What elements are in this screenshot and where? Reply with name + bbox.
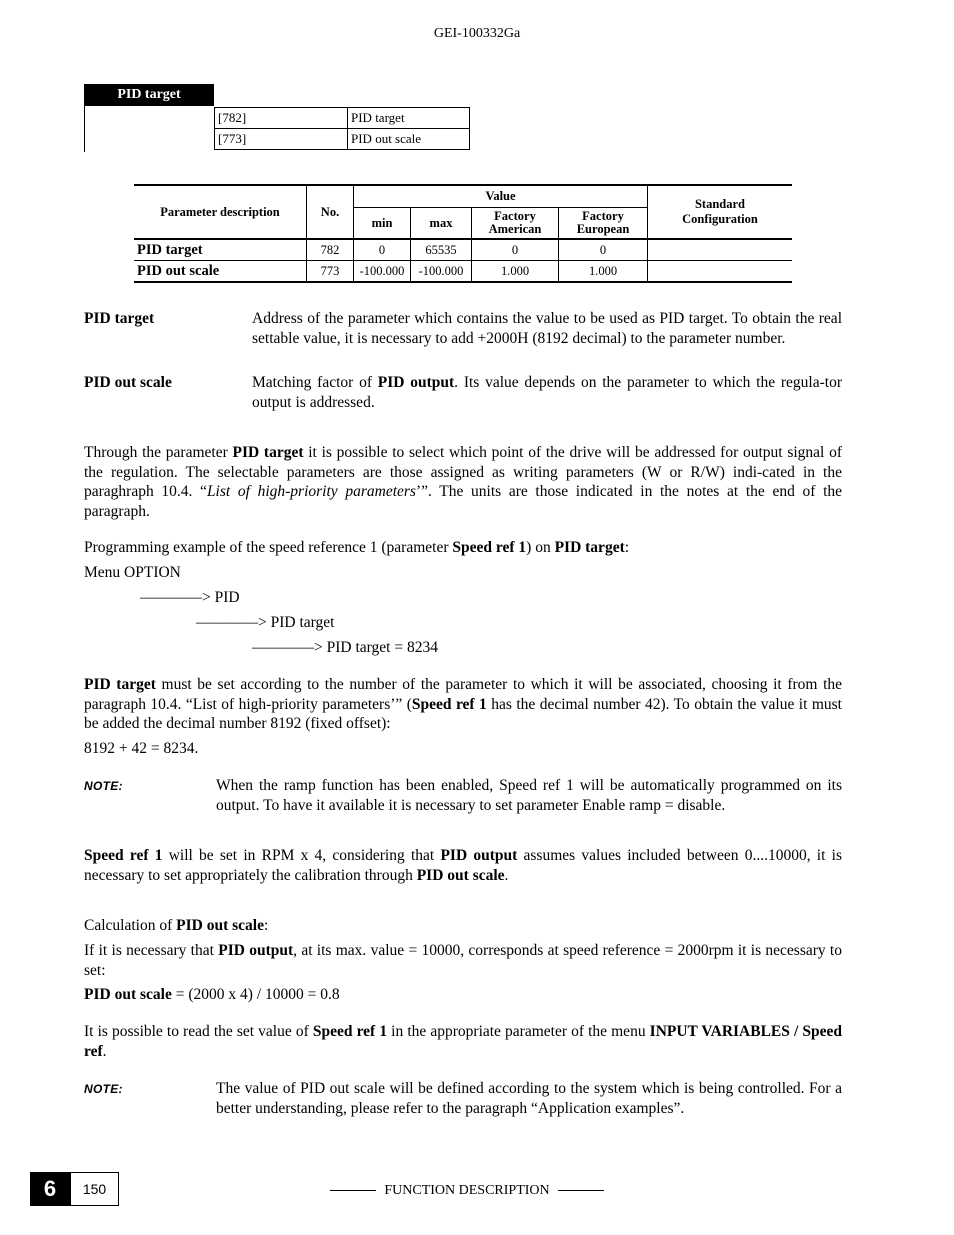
header-max: max bbox=[411, 208, 472, 240]
note-label: NOTE: bbox=[84, 1082, 123, 1096]
pid-box-row bbox=[215, 129, 470, 150]
paragraph-pid-target-setting bbox=[84, 675, 842, 734]
row-min: -100.000 bbox=[354, 261, 411, 283]
header-standard: Standard bbox=[694, 197, 746, 211]
note-label: NOTE: bbox=[84, 779, 123, 793]
text-run: , at its max. value = 10000, corresponds at speed reference = 2000rpm it is necessary to set: bbox=[84, 942, 842, 979]
row-description: PID out scale bbox=[134, 261, 307, 283]
text-run: : bbox=[624, 539, 630, 556]
row-factory-american: 1.000 bbox=[472, 261, 559, 283]
paragraph-pid-target-intro bbox=[84, 443, 842, 521]
text-run-bold: INPUT VARIABLES / Speed ref bbox=[84, 1023, 843, 1060]
text-run: assumes values included between 0....10000, it is necessary to set appropriately the calibration through bbox=[84, 847, 842, 884]
row-no: 773 bbox=[307, 261, 354, 283]
chapter-tab: 6 bbox=[30, 1172, 70, 1206]
definition-description: Address of the parameter which contains the value to be used as PID target. To obtain the real settable value, it is necessary to add +2000H (8192 decimal) to the parameter number. bbox=[252, 310, 842, 347]
row-max: -100.000 bbox=[411, 261, 472, 283]
row-factory-european: 0 bbox=[559, 239, 648, 261]
text-run: . Its value depends on the parameter to which the regula-tor output is addressed. bbox=[252, 374, 842, 411]
row-configuration bbox=[648, 239, 793, 261]
text-run-bold: PID output bbox=[440, 847, 518, 864]
text-run: ) on bbox=[526, 539, 555, 556]
paragraph-speed-ref bbox=[84, 846, 842, 885]
menu-path-level-3: ————> PID target = 8234 bbox=[252, 639, 438, 656]
header-standard-configuration bbox=[648, 185, 793, 239]
calculation-offset: 8192 + 42 = 8234. bbox=[84, 740, 199, 757]
footer-rule bbox=[558, 1190, 604, 1191]
definition-term: PID out scale bbox=[84, 374, 172, 391]
row-description: PID target bbox=[134, 239, 307, 261]
text-run: Matching factor of bbox=[252, 374, 378, 391]
text-run: ’”. The units are those indicated in the notes at the end of the paragraph. bbox=[84, 483, 843, 520]
text-run: Programming example of the speed reference 1 (parameter bbox=[84, 539, 453, 556]
param-code: [773] bbox=[215, 129, 348, 150]
text-run: will be set in RPM x 4, considering that bbox=[162, 847, 441, 864]
row-max: 65535 bbox=[411, 239, 472, 261]
text-run-bold: PID target bbox=[232, 444, 304, 461]
text-run: It is possible to read the set value of bbox=[84, 1023, 313, 1040]
parameter-table bbox=[134, 184, 792, 283]
header-factory-european: Factory European bbox=[559, 208, 648, 240]
text-run: . bbox=[504, 866, 509, 884]
text-run-bold: Speed ref 1 bbox=[312, 1023, 388, 1040]
text-run-bold: PID output bbox=[218, 942, 294, 959]
row-no: 782 bbox=[307, 239, 354, 261]
text-run: Calculation of bbox=[84, 917, 177, 934]
header-configuration: Configuration bbox=[682, 212, 758, 226]
text-run: in the appropriate parameter of the menu bbox=[387, 1023, 650, 1040]
header-min: min bbox=[354, 208, 411, 240]
pid-box-row bbox=[215, 108, 470, 129]
note-text: When the ramp function has been enabled, Speed ref 1 will be automatically programmed on its output. To have it available it is necessary to set parameter Enable ramp = disable. bbox=[216, 777, 842, 814]
header-description: Parameter description bbox=[134, 185, 307, 239]
text-run: = (2000 x 4) / 10000 = 0.8 bbox=[171, 986, 340, 1003]
pid-box-table bbox=[214, 107, 470, 150]
text-run-bold: PID target bbox=[554, 539, 625, 556]
row-factory-american: 0 bbox=[472, 239, 559, 261]
text-run-bold: Speed ref 1 bbox=[84, 847, 163, 864]
paragraph-read-value bbox=[84, 1022, 842, 1061]
table-row bbox=[134, 239, 792, 261]
document-code: GEI-100332Ga bbox=[433, 26, 521, 41]
footer-section bbox=[320, 1183, 614, 1199]
header-value: Value bbox=[354, 185, 648, 208]
text-run: must be set according to the number of the parameter to which it will be associated, choosing it from the paragraph 10.4. “List of high-priority parameters’” ( bbox=[84, 676, 843, 713]
pid-box-rule bbox=[84, 106, 85, 152]
text-run-bold: PID output bbox=[377, 374, 455, 391]
header-factory-american: Factory American bbox=[472, 208, 559, 240]
paragraph-programming-example bbox=[84, 538, 842, 558]
definition-term: PID target bbox=[84, 310, 155, 327]
note-text: The value of PID out scale will be defined according to the system which is being controlled. For a better understanding, please refer to the paragraph “Application examples”. bbox=[216, 1080, 842, 1117]
text-run-bold: PID out scale bbox=[84, 986, 172, 1003]
text-run: has the decimal number 42). To obtain the value it must be added the decimal number 8192 (fixed offset): bbox=[84, 695, 842, 732]
footer-rule bbox=[330, 1190, 376, 1191]
footer-section-title: FUNCTION DESCRIPTION bbox=[384, 1183, 550, 1198]
text-run-bold: PID out scale bbox=[416, 866, 505, 884]
pid-box-title: PID target bbox=[84, 84, 214, 106]
paragraph-calculation-condition bbox=[84, 941, 842, 980]
table-row bbox=[134, 261, 792, 283]
text-run-bold: Speed ref 1 bbox=[452, 539, 527, 556]
calculation-formula bbox=[84, 985, 842, 1005]
text-run-italic: List of high-priority parameters bbox=[206, 483, 416, 500]
menu-path-level-2: ————> PID target bbox=[196, 614, 335, 631]
text-run: : bbox=[263, 917, 269, 934]
menu-title: Menu OPTION bbox=[84, 564, 181, 581]
text-run: . bbox=[102, 1042, 107, 1060]
definition-description bbox=[252, 373, 842, 412]
text-run-bold: PID target bbox=[84, 676, 156, 693]
text-run-bold: Speed ref 1 bbox=[411, 695, 487, 713]
page-number: 150 bbox=[70, 1172, 119, 1206]
row-configuration bbox=[648, 261, 793, 283]
param-code: [782] bbox=[215, 108, 348, 129]
param-name: PID out scale bbox=[348, 129, 470, 150]
paragraph-calculation-heading bbox=[84, 916, 842, 936]
text-run-bold: PID out scale bbox=[176, 917, 264, 934]
text-run: If it is necessary that bbox=[84, 942, 219, 959]
row-factory-european: 1.000 bbox=[559, 261, 648, 283]
text-run: Through the parameter bbox=[84, 444, 233, 461]
menu-path-level-1: ————> PID bbox=[140, 589, 240, 606]
text-run: it is possible to select which point of the drive will be addressed for output signal of the regulation. The selectable parameters are those assigned as writing parameters (W or R/W) indi-cated in the paraghraph 10.4. “ bbox=[84, 444, 842, 500]
param-name: PID target bbox=[348, 108, 470, 129]
header-no: No. bbox=[307, 185, 354, 239]
row-min: 0 bbox=[354, 239, 411, 261]
